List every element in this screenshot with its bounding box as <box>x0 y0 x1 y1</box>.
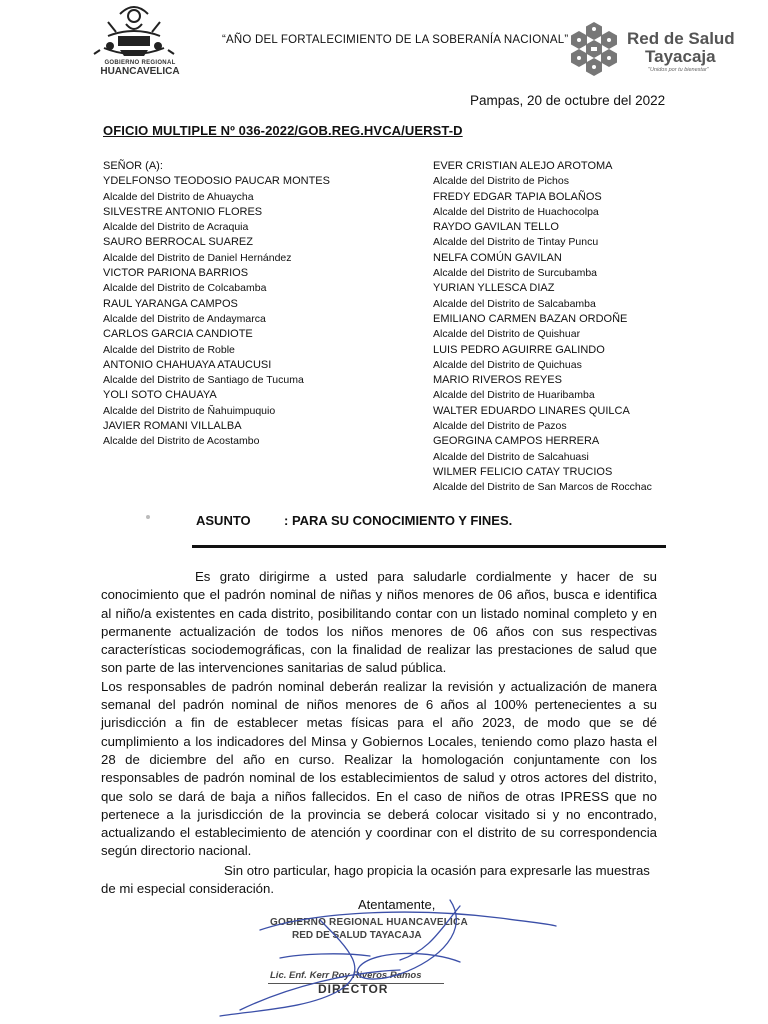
recipients-right-column <box>433 159 652 496</box>
recipient-title: Alcalde del Distrito de Ñahuimpuquio <box>103 404 276 417</box>
subject-label: ASUNTO <box>196 513 251 528</box>
recipient-title: Alcalde del Distrito de Tintay Puncu <box>433 236 599 249</box>
recipient-name: CARLOS GARCIA CANDIOTE <box>103 328 253 341</box>
network-name-line2: Tayacaja <box>645 47 716 66</box>
year-motto: “AÑO DEL FORTALECIMIENTO DE LA SOBERANÍA NACIONAL” <box>222 34 569 46</box>
body-paragraph-1: Es grato dirigirme a usted para saludarle cordialmente y hacer de su conocimiento que el padrón nominal de niñas y niños menores de 06 años, busca e identifica al niño/a existentes en cada distrito, posibilitando contar con un listado nominal completo y en permanente actualización de todos los niños menores de 06 años con sus respectivas características sociodemográficas, con la finalidad de realizar las prestaciones de salud que son parte de las intervenciones sanitarias de salud pública. <box>101 569 657 676</box>
recipient-title: Alcalde del Distrito de Surcubamba <box>433 267 598 280</box>
recipient-name: RAUL YARANGA CAMPOS <box>103 297 238 310</box>
recipient-name: EMILIANO CARMEN BAZAN ORDOÑE <box>433 312 628 325</box>
recipient-name: EVER CRISTIAN ALEJO AROTOMA <box>433 160 613 172</box>
oficio-number: OFICIO MULTIPLE Nº 036-2022/GOB.REG.HVCA/UERST-D <box>103 123 463 138</box>
network-slogan: "Unidos por tu bienestar" <box>648 67 709 73</box>
recipient-title: Alcalde del Distrito de Huachocolpa <box>433 205 599 218</box>
stamp-unit: RED DE SALUD TAYACAJA <box>292 930 422 941</box>
recipient-name: GEORGINA CAMPOS HERRERA <box>433 435 600 448</box>
recipients-left-column <box>103 159 330 450</box>
recipient-name: MARIO RIVEROS REYES <box>433 374 562 387</box>
recipient-title: Alcalde del Distrito de Acraquia <box>103 221 249 234</box>
network-name-line1: Red de Salud <box>627 29 735 48</box>
recipient-name: YOLI SOTO CHAUAYA <box>103 389 217 402</box>
recipient-title: Alcalde del Distrito de Huaribamba <box>433 389 595 402</box>
signer-role: DIRECTOR <box>318 982 389 996</box>
scan-speck <box>146 515 150 519</box>
recipient-name: FREDY EDGAR TAPIA BOLAÑOS <box>433 190 602 203</box>
recipient-name: VICTOR PARIONA BARRIOS <box>103 267 249 280</box>
recipient-name: ANTONIO CHAHUAYA ATAUCUSI <box>103 358 272 371</box>
red-de-salud-hexagon-emblem-icon <box>565 20 623 78</box>
gobierno-regional-logo-text <box>88 60 192 77</box>
recipient-title: Alcalde del Distrito de Roble <box>103 343 235 356</box>
signer-name: Lic. Enf. Kerr Roy Riveros Ramos <box>270 970 422 981</box>
closing-text: Sin otro particular, hago propicia la ocasión para expresarle las muestras de mi especial consideración. <box>101 863 650 897</box>
recipient-name: JAVIER ROMANI VILLALBA <box>103 420 242 433</box>
red-de-salud-name <box>627 30 735 66</box>
recipient-title: Alcalde del Distrito de Daniel Hernández <box>103 251 292 264</box>
recipient-title: Alcalde del Distrito de Colcabamba <box>103 282 267 295</box>
recipient-title: Alcalde del Distrito de Salcabamba <box>433 297 596 310</box>
gov-logo-line1: GOBIERNO REGIONAL <box>104 60 176 66</box>
sign-off: Atentamente, <box>358 897 436 912</box>
subject-value: : PARA SU CONOCIMIENTO Y FINES. <box>284 513 513 528</box>
subject-line <box>196 513 513 528</box>
letter-body <box>101 568 657 861</box>
gov-logo-line2: HUANCAVELICA <box>100 66 180 77</box>
recipient-name: SILVESTRE ANTONIO FLORES <box>103 205 263 218</box>
document-date: Pampas, 20 de octubre del 2022 <box>470 93 666 108</box>
recipient-name: NELFA COMÚN GAVILAN <box>433 251 562 264</box>
recipient-name: WILMER FELICIO CATAY TRUCIOS <box>433 465 613 478</box>
recipient-name: YURIAN YLLESCA DIAZ <box>433 282 555 295</box>
recipient-name: YDELFONSO TEODOSIO PAUCAR MONTES <box>103 175 330 188</box>
recipient-title: Alcalde del Distrito de Santiago de Tucuma <box>103 374 304 387</box>
recipient-title: Alcalde del Distrito de Pazos <box>433 420 567 433</box>
salutation: SEÑOR (A): <box>103 160 163 172</box>
recipient-name: WALTER EDUARDO LINARES QUILCA <box>433 404 630 417</box>
recipient-title: Alcalde del Distrito de Acostambo <box>103 435 260 448</box>
recipient-name: RAYDO GAVILAN TELLO <box>433 221 559 234</box>
stamp-organization: GOBIERNO REGIONAL HUANCAVELICA <box>270 917 468 928</box>
recipient-title: Alcalde del Distrito de Salcahuasi <box>433 450 589 463</box>
recipient-name: SAURO BERROCAL SUAREZ <box>103 236 253 249</box>
recipient-title: Alcalde del Distrito de San Marcos de Rocchac <box>433 481 652 494</box>
body-paragraph-2: Los responsables de padrón nominal deberán realizar la revisión y actualización de manera semanal del padrón nominal de niños menores de 6 años al 100% pertenecientes a su jurisdicción a fin de establecer metas físicas para el año 2023, de modo que se dé cumplimiento a los indicadores del Minsa y Gobiernos Locales, teniendo como plazo hasta el 28 de diciembre del año en curso. Realizar la homologación conjuntamente con los responsables de padrón nominal de los establecimientos de salud y otros actores del distrito, que solo se dará de baja a niños fallecidos. En el caso de niños de otras IPRESS que no pertenece a la jurisdicción de la provincia se deberá colocar visitado si y no encontrado, actualizando el establecimiento de atención y coordinar con el distrito de su correspondencia según directorio nacional. <box>101 678 657 859</box>
recipient-title: Alcalde del Distrito de Ahuaycha <box>103 190 254 203</box>
recipient-title: Alcalde del Distrito de Andaymarca <box>103 312 266 325</box>
handwritten-signature <box>200 890 560 1020</box>
recipient-name: LUIS PEDRO AGUIRRE GALINDO <box>433 343 605 356</box>
recipient-title: Alcalde del Distrito de Quichuas <box>433 358 582 371</box>
subject-divider <box>192 545 666 548</box>
recipient-title: Alcalde del Distrito de Pichos <box>433 175 569 188</box>
recipient-title: Alcalde del Distrito de Quishuar <box>433 328 581 341</box>
